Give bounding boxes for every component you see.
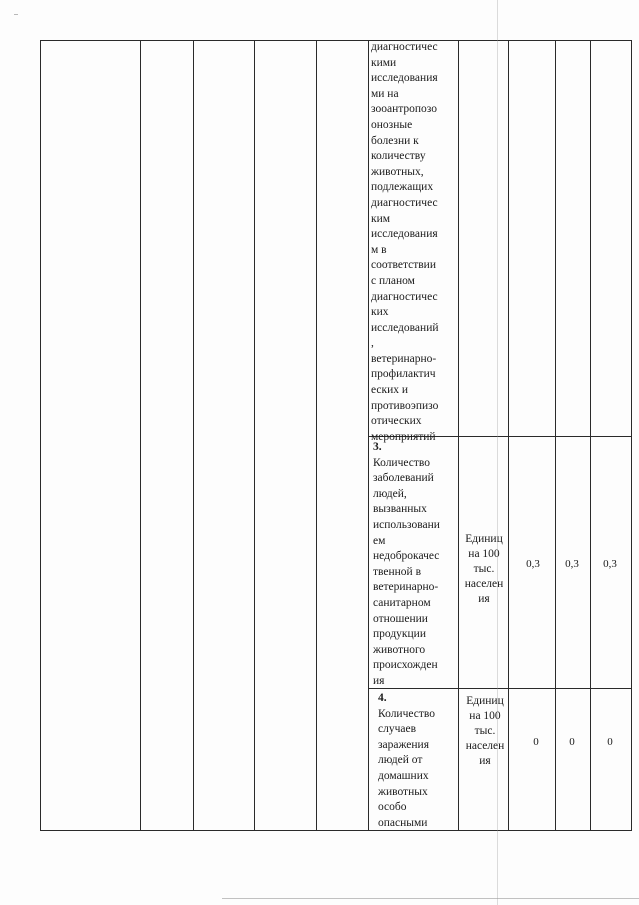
column-divider	[254, 40, 255, 830]
value-cell: 0,3	[603, 558, 617, 570]
column-divider	[193, 40, 194, 830]
indicator-cell: диагностичес кими исследования ми на зооантропозо онозные болезни к количеству животных, подлежащих диагностичес ким исследования м в соответствии с планом диагностичес ких исследований , ветеринарно- профилактич еских и противоэпизо отических мероприятий	[371, 41, 439, 443]
table-bottom-border	[40, 830, 632, 831]
row-number: 4.	[378, 692, 387, 704]
indicator-cell	[373, 440, 461, 690]
scan-dot	[14, 14, 18, 15]
value-cell: 0	[533, 736, 539, 748]
indicator-text: Количество заболеваний людей, вызванных использовани ем недоброкачес твенной в ветеринарно- санитарном отношении продукции животного происхожден ия	[373, 456, 440, 687]
column-divider	[140, 40, 141, 830]
column-divider	[555, 40, 556, 830]
value-cell: 0,3	[526, 558, 540, 570]
value-cell: 0,3	[565, 558, 579, 570]
value-cell: 0	[607, 736, 613, 748]
scan-crease-line	[497, 0, 498, 905]
indicator-cell	[378, 691, 462, 831]
table-left-border	[40, 40, 41, 830]
row-number: 3.	[373, 441, 382, 453]
column-divider	[368, 40, 369, 830]
unit-cell: Единиц на 100 тыс. населен ия	[464, 533, 504, 605]
unit-cell: Единиц на 100 тыс. населен ия	[465, 695, 505, 767]
column-divider	[590, 40, 591, 830]
indicator-text: Количество случаев заражения людей от домашних животных особо опасными	[378, 707, 435, 829]
value-cell: 0	[569, 736, 575, 748]
column-divider	[316, 40, 317, 830]
table-right-border	[631, 40, 632, 830]
column-divider	[508, 40, 509, 830]
scan-edge-line	[222, 898, 639, 899]
table-top-border	[40, 40, 632, 41]
